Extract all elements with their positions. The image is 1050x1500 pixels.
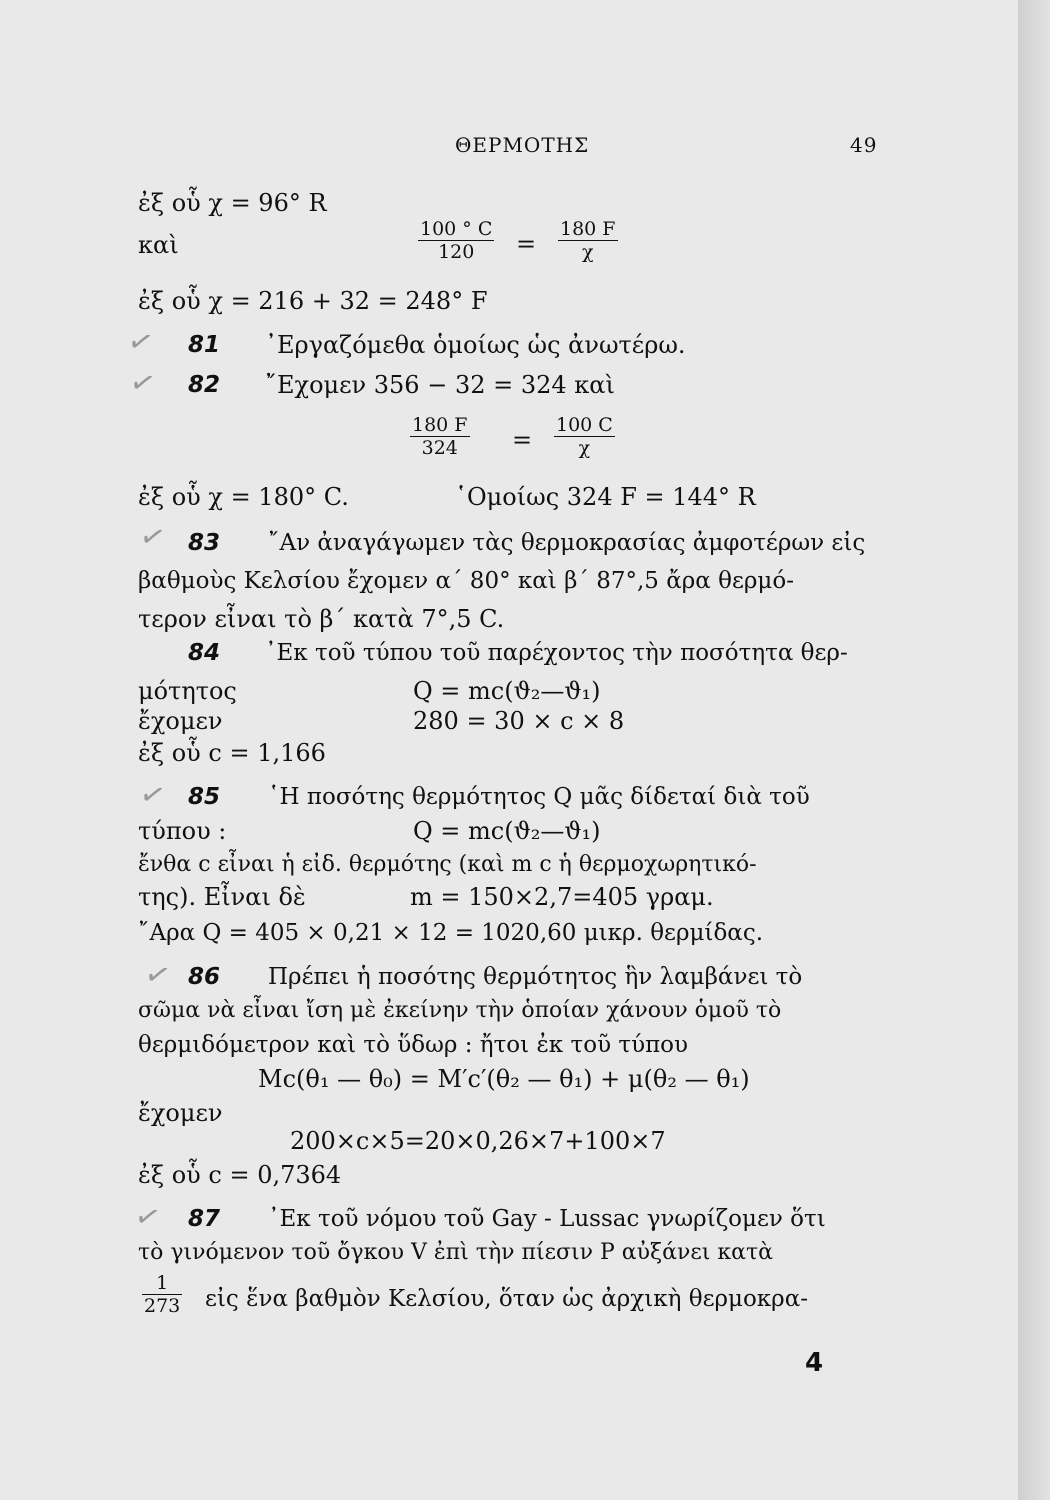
formula: m = 150×2,7=405 γραμ. — [410, 883, 714, 911]
pencil-check-icon: ✓ — [130, 1197, 165, 1238]
text-line: ᾿Εκ τοῦ νόμου τοῦ Gay - Lussac γνωρίζομεν ὅτι — [268, 1206, 826, 1232]
problem-number: 86 — [188, 964, 221, 990]
equals-sign: = — [512, 426, 533, 454]
problem-number: 85 — [188, 784, 221, 810]
running-header: ΘΕΡΜΟΤΗΣ — [455, 133, 590, 157]
fraction-denominator: 324 — [421, 437, 458, 459]
text-line: τερον εἶναι τὸ β΄ κατὰ 7°,5 C. — [138, 605, 505, 633]
text-line: μότητος — [138, 677, 237, 705]
formula: Mc(θ₁ — θ₀) = M′c′(θ₂ — θ₁) + μ(θ₂ — θ₁) — [258, 1065, 750, 1093]
text-line: ἐξ οὗ c = 0,7364 — [138, 1161, 342, 1189]
text-line: τύπου : — [138, 817, 227, 845]
equals-sign: = — [516, 230, 537, 258]
fraction-numerator: 180 F — [560, 218, 616, 240]
problem-number: 83 — [188, 530, 221, 556]
pencil-check-icon: ✓ — [135, 775, 170, 816]
problem-number: 87 — [188, 1206, 221, 1232]
text-line: ῎Αν ἀναγάγωμεν τὰς θερμοκρασίας ἀμφοτέρων εἰς — [268, 530, 866, 556]
text-line: βαθμοὺς Κελσίου ἔχομεν α΄ 80° καὶ β΄ 87°,5 ἄρα θερμό- — [138, 568, 794, 594]
page-edge — [1018, 0, 1050, 1500]
text-line: ἐξ οὗ c = 1,166 — [138, 739, 326, 767]
text-line: ἔχομεν — [138, 707, 223, 735]
text-line: ἐξ οὗ χ = 216 + 32 = 248° F — [138, 287, 488, 315]
text-line: ᾿Εργαζόμεθα ὁμοίως ὡς ἀνωτέρω. — [265, 331, 686, 359]
text-line: ἔνθα c εἶναι ἡ εἰδ. θερμότης (καὶ m c ἡ θερμοχωρητικό- — [138, 852, 757, 877]
fraction-numerator: 1 — [142, 1272, 182, 1295]
problem-number: 81 — [188, 332, 221, 358]
text-line: ῾Η ποσότης θερμότητος Q μᾶς δίδεταί διὰ τοῦ — [268, 784, 810, 810]
fraction — [418, 218, 494, 263]
text-line: ἔχομεν — [138, 1099, 223, 1127]
text-line: ῎Εχομεν 356 − 32 = 324 καὶ — [265, 371, 615, 399]
text-line: σῶμα νὰ εἶναι ἴση μὲ ἐκείνην τὴν ὁποίαν χάνουν ὁμοῦ τὸ — [138, 998, 782, 1023]
formula: Q = mc(ϑ₂—ϑ₁) — [413, 817, 601, 845]
text-line: της). Εἶναι δὲ — [138, 883, 306, 911]
pencil-check-icon: ✓ — [123, 322, 158, 363]
fraction — [142, 1272, 182, 1317]
fraction-denominator: χ — [581, 241, 594, 263]
fraction — [410, 414, 470, 459]
formula: Q = mc(ϑ₂—ϑ₁) — [413, 677, 601, 705]
pencil-check-icon: ✓ — [140, 955, 175, 996]
formula: 200×c×5=20×0,26×7+100×7 — [290, 1127, 666, 1155]
fraction-numerator: 180 F — [412, 414, 468, 436]
text-line: ἐξ οὗ χ = 96° R — [138, 189, 327, 217]
formula: 280 = 30 × c × 8 — [413, 707, 625, 735]
text-line: ῾Ομοίως 324 F = 144° R — [455, 483, 756, 511]
fraction-denominator: 120 — [438, 241, 475, 263]
signature-mark: 4 — [805, 1348, 824, 1378]
text-line: εἰς ἕνα βαθμὸν Κελσίου, ὅταν ὡς ἀρχικὴ θερμοκρα- — [205, 1286, 808, 1312]
text-line: θερμιδόμετρον καὶ τὸ ὕδωρ : ἤτοι ἐκ τοῦ τύπου — [138, 1032, 689, 1058]
fraction — [558, 218, 618, 263]
page-number: 49 — [850, 133, 878, 157]
text-line: ᾿Εκ τοῦ τύπου τοῦ παρέχοντος τὴν ποσότητα θερ- — [265, 640, 848, 666]
text-line: Πρέπει ἡ ποσότης θερμότητος ἣν λαμβάνει τὸ — [268, 964, 803, 990]
text-line: καὶ — [138, 231, 179, 259]
fraction — [554, 414, 615, 459]
fraction-denominator: χ — [578, 437, 591, 459]
fraction-denominator: 273 — [144, 1295, 181, 1317]
pencil-check-icon: ✓ — [135, 517, 170, 558]
fraction-numerator: 100 C — [556, 414, 613, 436]
fraction-numerator: 100 ° C — [420, 218, 493, 240]
text-line: ῎Αρα Q = 405 × 0,21 × 12 = 1020,60 μικρ. θερμίδας. — [138, 920, 764, 946]
text-line: ἐξ οὗ χ = 180° C. — [138, 483, 349, 511]
text-line: τὸ γινόμενον τοῦ ὄγκου V ἐπὶ τὴν πίεσιν P αὐξάνει κατὰ — [138, 1240, 774, 1265]
problem-number: 82 — [188, 372, 221, 398]
pencil-check-icon: ✓ — [125, 363, 160, 404]
problem-number: 84 — [188, 640, 221, 666]
